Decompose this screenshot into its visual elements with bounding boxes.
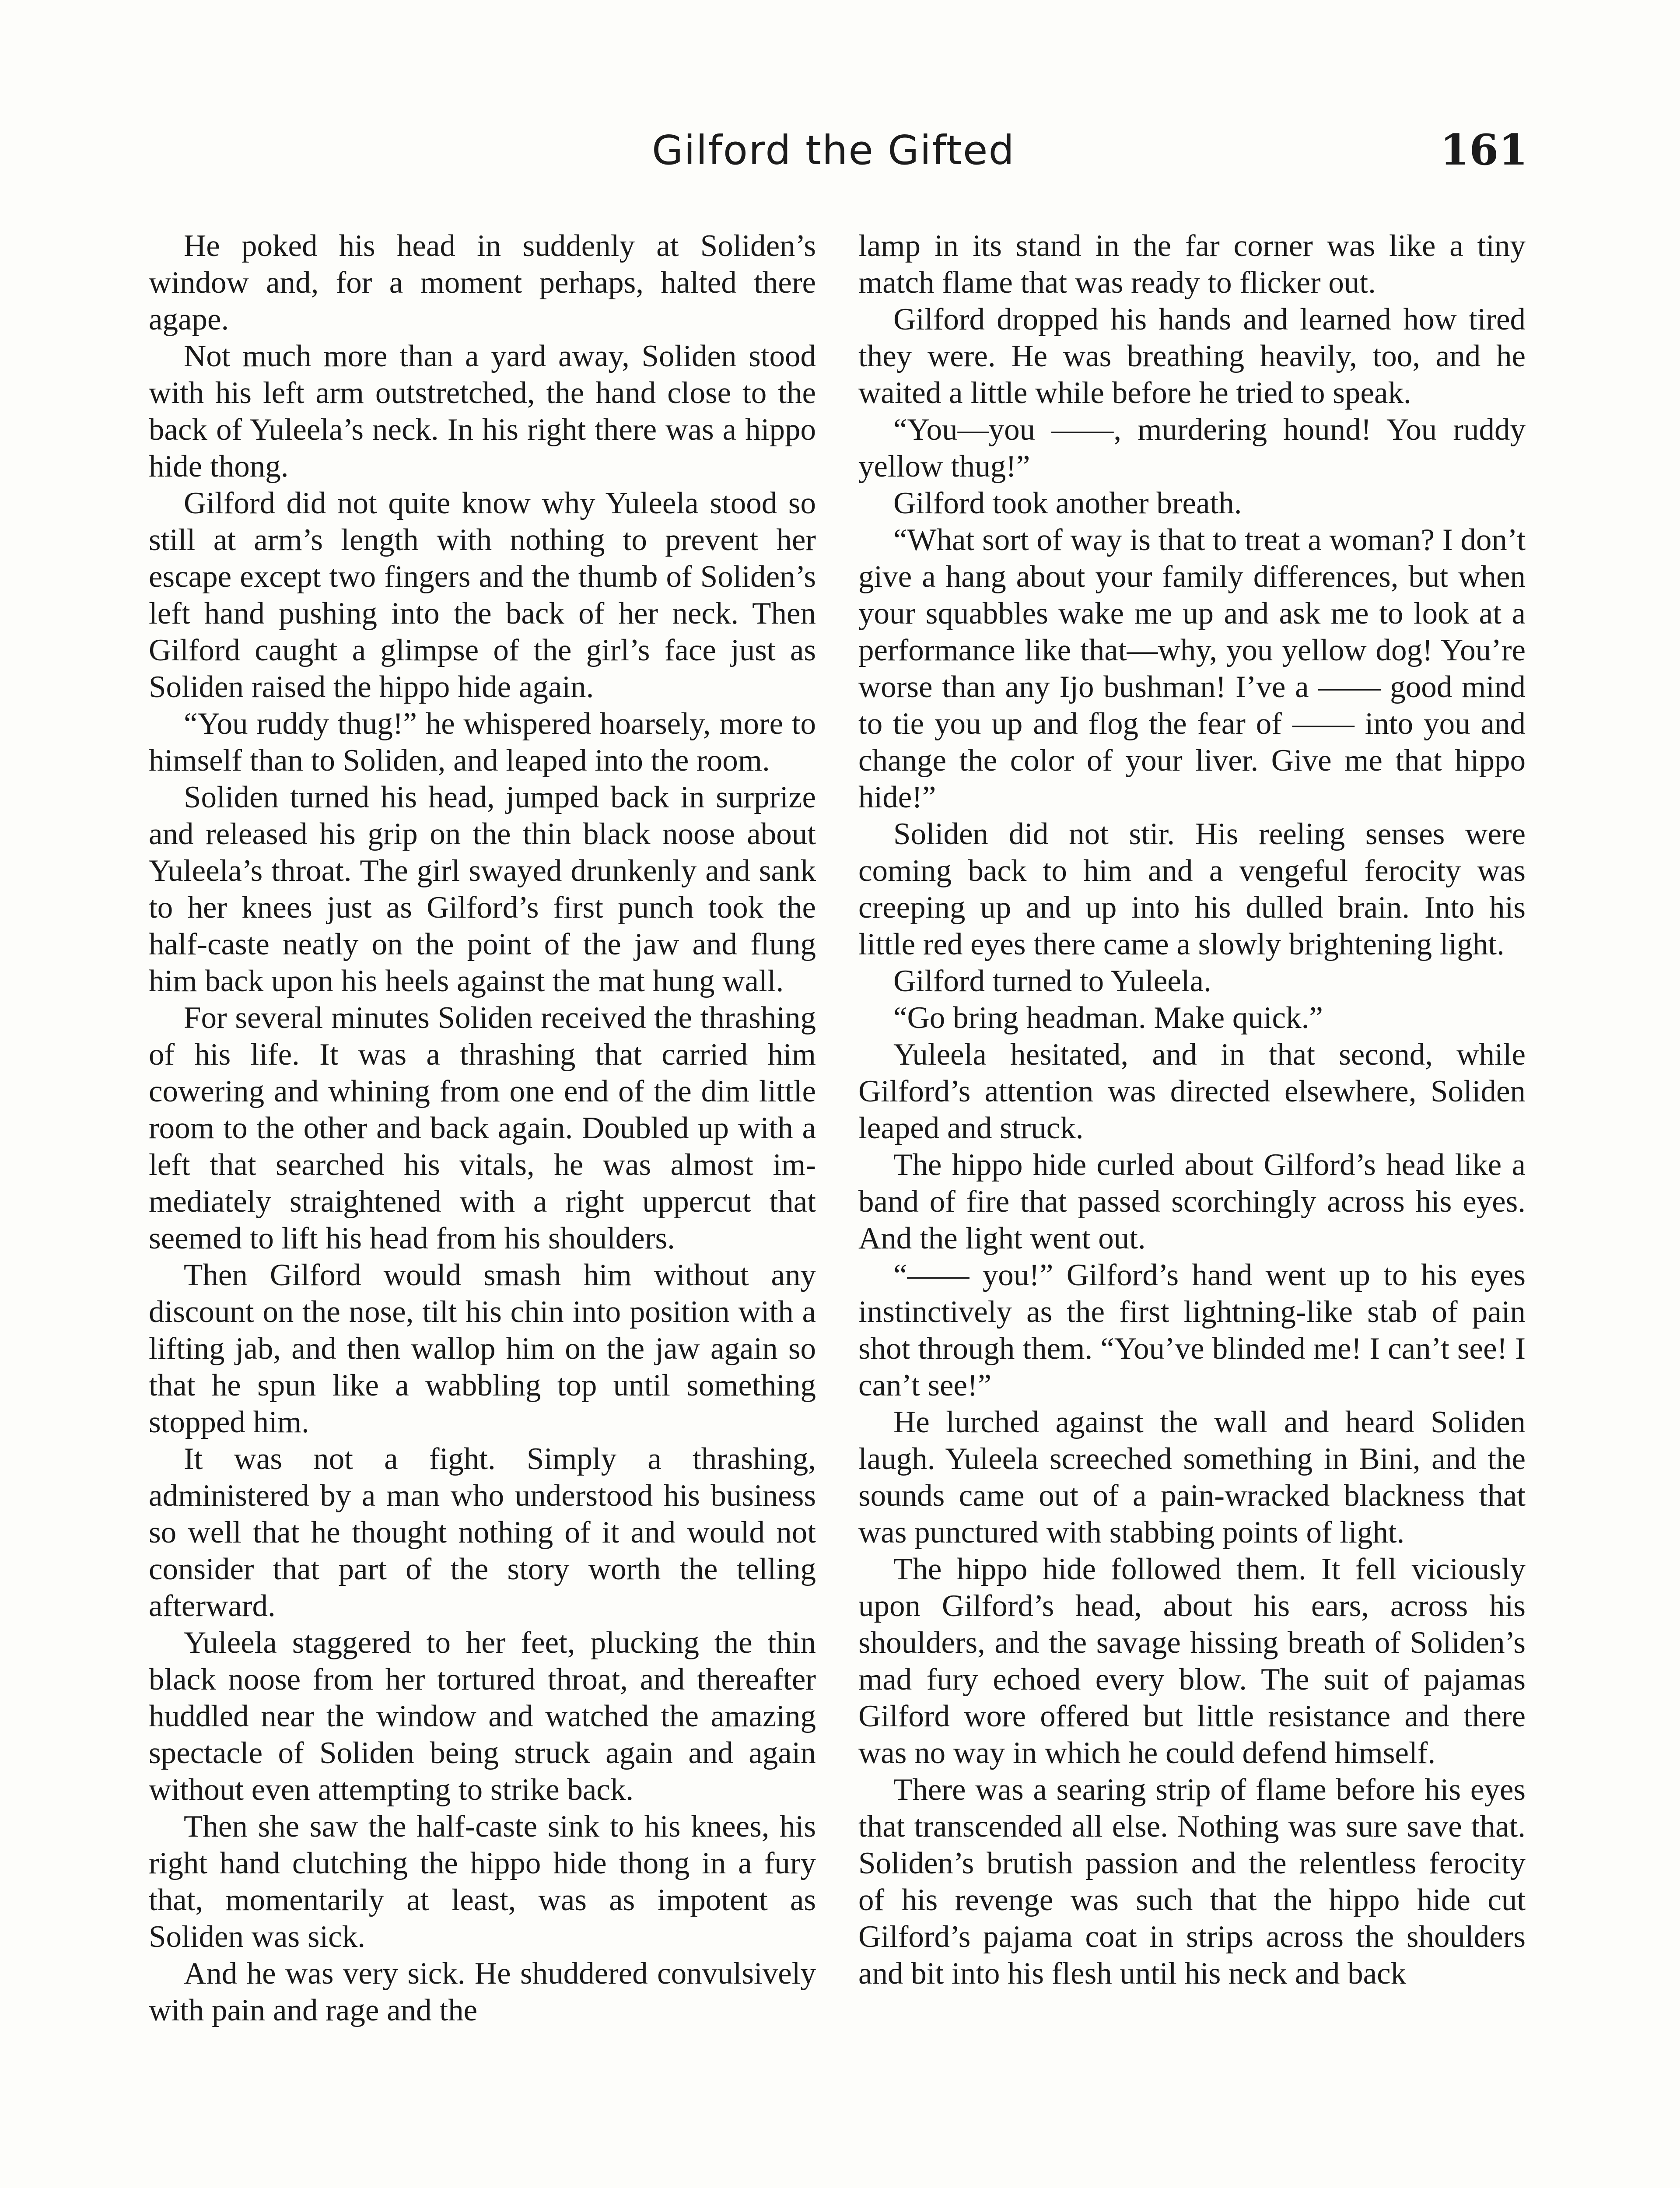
paragraph: Then she saw the half-caste sink to his knees, his right hand clutching the hippo hide thong in a fury that, momentarily at least, was as impotent as Soliden was sick. xyxy=(149,1809,816,1954)
paragraph: Gilford did not quite know why Yuleela stood so still at arm’s length with nothing to prevent her escape except two fingers and the thumb of Soliden’s left hand pushing into the back of her neck. Then Gilford caught a glimpse of the girl’s face just as Soliden raised the hippo hide again. xyxy=(149,486,816,704)
paragraph: Gilford dropped his hands and learned how tired they were. He was breathing heavily, too, and he waited a little while before he tried to speak. xyxy=(858,302,1526,410)
paragraph: Gilford turned to Yuleela. xyxy=(893,964,1211,998)
paragraph: Yuleela staggered to her feet, plucking the thin black noose from her tortured throat, and thereafter huddled near the window and watched the amazing spectacle of Soliden being struck again and again without even attempting to strike back. xyxy=(149,1626,816,1807)
paragraph: The hippo hide followed them. It fell viciously upon Gilford’s head, about his ears, across his shoulders, and the savage hissing breath of Soliden’s mad fury echoed every blow. The suit of pajamas Gilford wore offered but little resistance and there was no way in which he could defend himself. xyxy=(858,1552,1526,1770)
paragraph: And he was very sick. He shuddered convulsively with pain and rage and the xyxy=(149,1957,816,2027)
text-column-left xyxy=(149,228,816,2029)
paragraph: “What sort of way is that to treat a woman? I don’t give a hang about your family differences, but when your squabbles wake me up and ask me to look at a performance like that—why, you yellow dog! You’re worse than any Ijo bushman! I’ve a —— good mind to tie you up and flog the fear of —— into you and change the color of your liver. Give me that hippo hide!” xyxy=(858,523,1526,814)
page-number: 161 xyxy=(1440,125,1528,175)
paragraph-continued: lamp in its stand in the far corner was like a tiny match flame that was ready to flicker out. xyxy=(858,229,1526,300)
paragraph: “You ruddy thug!” he whispered hoarsely, more to himself than to Soliden, and leaped into the room. xyxy=(149,707,816,778)
paragraph: Gilford took another breath. xyxy=(893,486,1242,520)
paragraph: Soliden did not stir. His reeling senses were coming back to him and a vengeful ferocity was creeping up and up into his dulled brain. Into his little red eyes there came a slowly brightening light. xyxy=(858,817,1526,961)
running-title: Gilford the Gifted xyxy=(652,127,1015,174)
paragraph: Then Gilford would smash him without any discount on the nose, tilt his chin into position with a lifting jab, and then wallop him on the jaw again so that he spun like a wabbling top until something stopped him. xyxy=(149,1258,816,1439)
paragraph: For several minutes Soliden received the thrashing of his life. It was a thrashing that carried him cowering and whining from one end of the dim little room to the other and back again. Doubled up with a left that searched his vitals, he was almost immediately straightened with a right uppercut that seemed to lift his head from his shoulders. xyxy=(149,1001,816,1255)
paragraph: “Go bring headman. Make quick.” xyxy=(893,1001,1323,1035)
text-column-right xyxy=(858,228,1526,1992)
paragraph: Not much more than a yard away, Soliden stood with his left arm outstretched, the hand close to the back of Yuleela’s neck. In his right there was a hippo hide thong. xyxy=(149,339,816,484)
paragraph: “You—you ——, murdering hound! You ruddy yellow thug!” xyxy=(858,413,1526,484)
paragraph: He lurched against the wall and heard Soliden laugh. Yuleela screeched something in Bini, and the sounds came out of a pain-wracked blackness that was punctured with stabbing points of light. xyxy=(858,1405,1526,1550)
paragraph: Yuleela hesitated, and in that second, while Gilford’s attention was directed elsewhere, Soliden leaped and struck. xyxy=(858,1038,1526,1145)
paragraph: He poked his head in suddenly at Soliden’s window and, for a moment perhaps, halted there agape. xyxy=(149,229,816,337)
paragraph: The hippo hide curled about Gilford’s head like a band of fire that passed scorchingly across his eyes. And the light went out. xyxy=(858,1148,1526,1255)
paragraph: It was not a fight. Simply a thrashing, administered by a man who understood his business so well that he thought nothing of it and would not consider that part of the story worth the telling afterward. xyxy=(149,1442,816,1623)
paragraph: There was a searing strip of flame before his eyes that transcended all else. Nothing was sure save that. Soliden’s brutish passion and the relentless ferocity of his revenge was such that the hippo hide cut Gilford’s pajama coat in strips across the shoulders and bit into his flesh until his neck and back xyxy=(858,1773,1526,1991)
paragraph: Soliden turned his head, jumped back in surprize and released his grip on the thin black noose about Yuleela’s throat. The girl swayed drunkenly and sank to her knees just as Gilford’s first punch took the half-caste neatly on the point of the jaw and flung him back upon his heels against the mat hung wall. xyxy=(149,780,816,998)
paragraph: “—— you!” Gilford’s hand went up to his eyes instinctively as the first lightning-like stab of pain shot through them. “You’ve blinded me! I can’t see! I can’t see!” xyxy=(858,1258,1526,1403)
